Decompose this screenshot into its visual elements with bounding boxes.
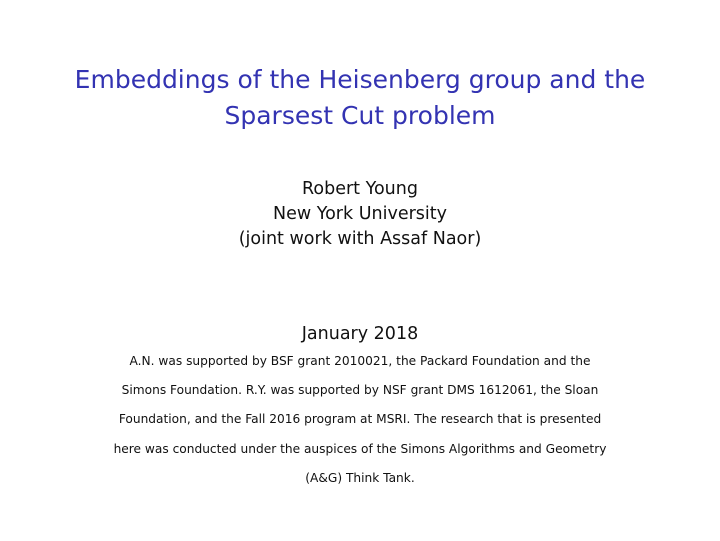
title-line-2: Sparsest Cut problem <box>224 101 496 130</box>
acknowledgment-line-4: here was conducted under the auspices of the Simons Algorithms and Geometry <box>113 441 607 456</box>
acknowledgment <box>66 347 654 493</box>
title-line-1: Embeddings of the Heisenberg group and the <box>74 65 646 94</box>
acknowledgment-line-3: Foundation, and the Fall 2016 program at MSRI. The research that is presented <box>118 412 602 427</box>
presentation-title <box>40 62 680 134</box>
acknowledgment-line-1: A.N. was supported by BSF grant 2010021, the Packard Foundation and the <box>129 354 591 368</box>
acknowledgment-line-5: (A&G) Think Tank. <box>305 470 415 485</box>
author-name: Robert Young <box>302 179 418 199</box>
presentation-date: January 2018 <box>301 324 419 344</box>
author-affiliation: New York University <box>273 204 447 224</box>
author-block <box>40 177 680 252</box>
acknowledgment-line-2: Simons Foundation. R.Y. was supported by NSF grant DMS 1612061, the Sloan <box>121 383 599 398</box>
collaboration-note: (joint work with Assaf Naor) <box>238 229 482 249</box>
